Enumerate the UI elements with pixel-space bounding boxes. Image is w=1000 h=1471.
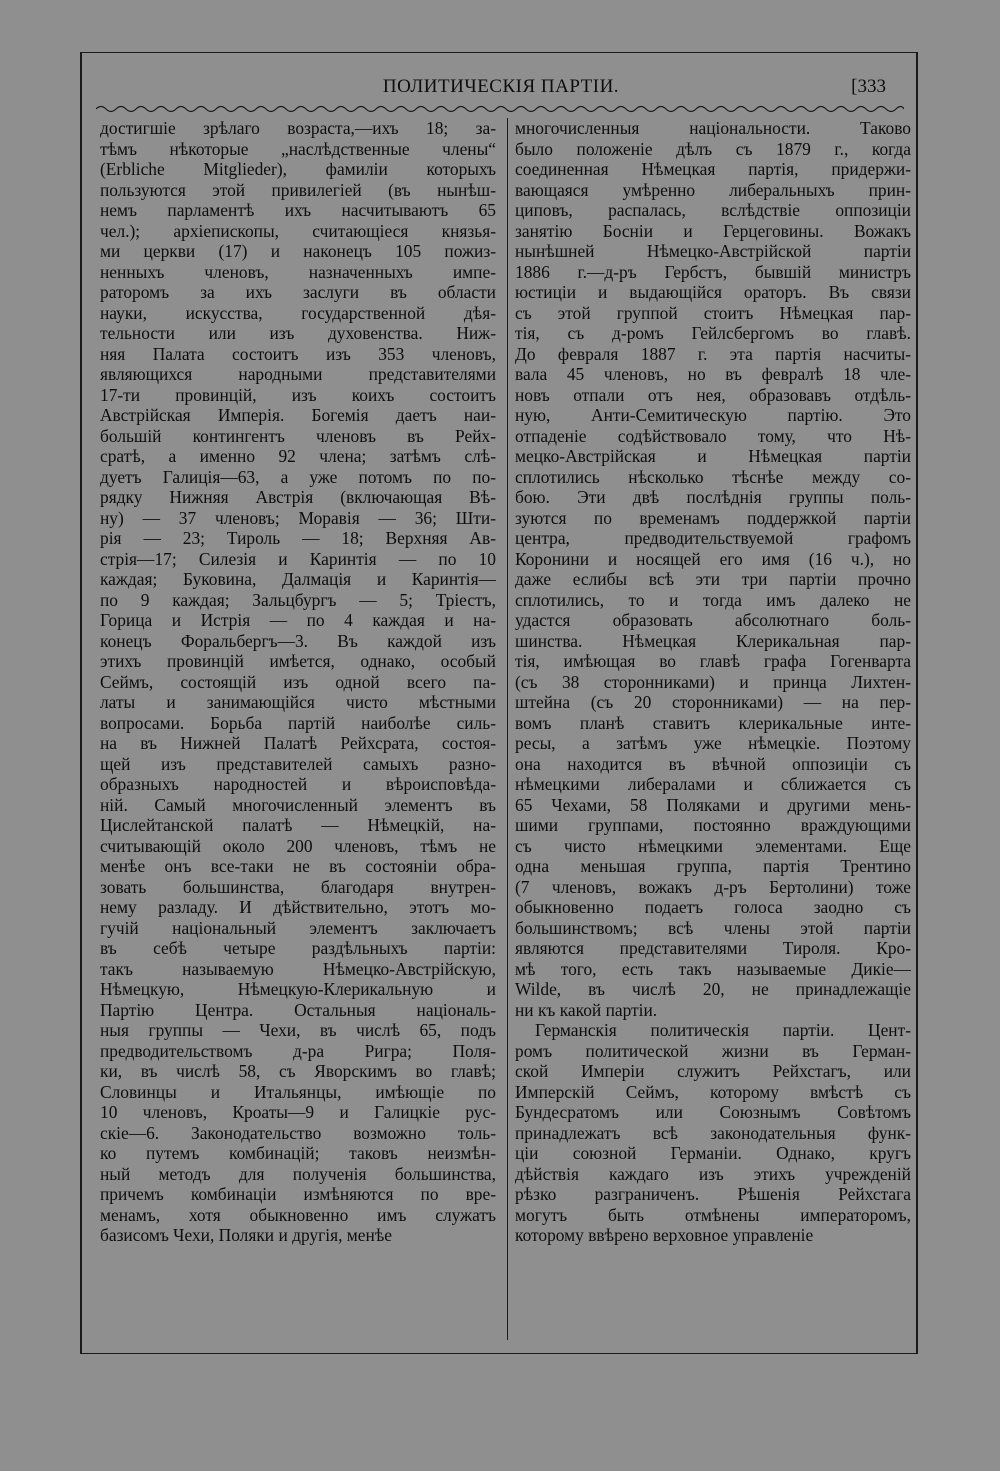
text-line: пользуются этой привилегіей (въ нынѣш- [100,179,496,200]
text-line: тѣмъ нѣкоторые „наслѣдственные члены“ [100,138,496,159]
text-line: вающаяся умѣренно либеральныхъ прин- [515,179,911,200]
text-line: мѣ того, есть такъ называемые Дикіе— [515,958,911,979]
text-line: она находится въ вѣчной оппозиціи съ [515,753,911,774]
text-line: Австрійская Имперія. Богемія даетъ наи- [100,405,496,425]
text-line: латы и занимающійся чисто мѣстными [100,692,496,712]
text-line: (Erbliche Mitglieder), фамиліи которыхъ [100,159,496,179]
text-line: стрія—17; Силезія и Каринтія — по 10 [100,548,496,569]
text-line: зуются по временамъ поддержкой партіи [515,507,911,528]
text-line: шими группами, постоянно враждующими [515,815,911,835]
text-line: юстиціи и выдающійся ораторъ. Въ связи [515,282,911,302]
text-line: даже еслибы всѣ эти три партіи прочно [515,569,911,589]
text-line: Коронини и носящей его имя (16 ч.), но [515,548,911,569]
text-line: 1886 г.—д-ръ Гербстъ, бывшій министръ [515,261,911,282]
text-line: базисомъ Чехи, Поляки и другія, менѣе [100,1225,392,1245]
text-line: образныхъ народностей и вѣроисповѣда- [100,774,496,794]
text-line: дуетъ Галиція—63, а уже потомъ по по- [100,466,496,487]
text-line: науки, искусства, государственной дѣя- [100,302,496,323]
text-line: нынѣшней Нѣмецко-Австрійской партіи [515,241,911,261]
text-line: Германскія политическія партіи. Цент- [535,1020,911,1040]
text-line: 10 членовъ, Кроаты—9 и Галицкіе рус- [100,1102,496,1122]
text-line: конецъ Форальбергъ—3. Въ каждой изъ [100,630,496,651]
text-line: циповъ, распалась, вслѣдствіе оппозиціи [515,200,911,220]
text-line: бою. Эти двѣ послѣднія группы поль- [515,487,911,507]
column-divider [507,118,508,1340]
text-line: обыкновенно подаетъ голоса заодно съ [515,897,911,917]
decorative-rule [96,104,904,114]
text-line: принадлежатъ всѣ законодательныя функ- [515,1122,911,1143]
text-line: ми церкви (17) и наконецъ 105 пожиз- [100,241,496,261]
right-column [515,118,911,1246]
text-line: ную, Анти-Семитическую партію. Это [515,405,911,425]
text-line: нѣмецкими либералами и сближается съ [515,774,911,794]
text-line: ки, въ числѣ 58, съ Яворскимъ во главѣ; [100,1061,496,1081]
text-line: рія — 23; Тироль — 18; Верхняя Ав- [100,528,496,548]
text-line: такъ называемую Нѣмецко-Австрійскую, [100,958,496,979]
text-line: гучій національный элементъ заключаетъ [100,917,496,938]
text-line: считывающій около 200 членовъ, тѣмъ не [100,835,496,856]
text-line: Нѣмецкую, Нѣмецкую-Клерикальную и [100,979,496,999]
text-line: большинствомъ; всѣ члены этой партіи [515,917,911,938]
text-line: зовать большинства, благодаря внутрен- [100,876,496,897]
text-line: ненныхъ членовъ, назначенныхъ импе- [100,261,496,282]
text-line: отпаденіе содѣйствовало тому, что Нѣ- [515,425,911,446]
left-column [100,118,496,1246]
text-line: Партію Центра. Остальныя національ- [100,999,496,1020]
text-line: было положеніе дѣлъ съ 1879 г., когда [515,138,911,159]
text-line: щей изъ представителей самыхъ разно- [100,753,496,774]
text-line: центра, предводительствуемой графомъ [515,528,911,548]
text-line: въ себѣ четыре раздѣльныхъ партіи: [100,938,496,958]
text-line: ромъ политической жизни въ Герман- [515,1040,911,1061]
text-line: по 9 каждая; Зальцбургъ — 5; Тріестъ, [100,589,496,610]
text-line: сплотились, то и тогда имъ далеко не [515,589,911,610]
text-line: являются представителями Тироля. Кро- [515,938,911,958]
text-line: ко путемъ комбинацій; таковъ неизмѣн- [100,1143,496,1163]
text-line: являющихся народными представителями [100,364,496,384]
text-line: ціи союзной Германіи. Однако, кругъ [515,1143,911,1163]
text-line: могутъ быть отмѣнены императоромъ, [515,1204,911,1225]
text-line: чел.); архіепископы, считающіеся князья- [100,220,496,241]
text-line: скіе—6. Законодательство возможно толь- [100,1122,496,1143]
text-line: занятію Босніи и Герцеговины. Вожакъ [515,220,911,241]
text-line: 17-ти провинцій, изъ коихъ состоитъ [100,384,496,405]
text-line: вала 45 членовъ, но въ февралѣ 18 чле- [515,364,911,384]
text-line: на въ Нижней Палатѣ Рейхсрата, состоя- [100,733,496,753]
text-line: вомъ планѣ ставитъ клерикальные инте- [515,712,911,733]
text-line: шинства. Нѣмецкая Клерикальная пар- [515,630,911,651]
text-line: нему разладу. И дѣйствительно, этотъ мо- [100,897,496,917]
text-line: Сеймъ, состоящій изъ одной всего па- [100,671,496,692]
running-title: ПОЛИТИЧЕСКІЯ ПАРТІИ. [382,76,620,97]
text-line: До февраля 1887 г. эта партія насчиты- [515,343,911,364]
text-line: сратѣ, а именно 92 члена; затѣмъ слѣ- [100,446,496,466]
text-line: новъ отпали отъ нея, образовавъ отдѣль- [515,384,911,405]
text-line: менамъ, хотя обыкновенно имъ служатъ [100,1204,496,1225]
page-number: [333 [851,76,886,97]
text-line: Имперскій Сеймъ, которому вмѣстѣ съ [515,1081,911,1102]
text-line: Словинцы и Итальянцы, имѣющіе по [100,1081,496,1102]
text-line: достигшіе зрѣлаго возраста,—ихъ 18; за- [100,118,496,138]
text-line: удастся образовать абсолютнаго боль- [515,610,911,630]
text-line: ній. Самый многочисленный элементъ въ [100,794,496,815]
text-line: ни къ какой партіи. [515,999,658,1020]
text-line: (съ 38 сторонниками) и принца Лихтен- [515,671,911,692]
page-header [96,72,906,106]
text-line: вопросами. Борьба партій наиболѣе силь- [100,712,496,733]
text-line: немъ парламентѣ ихъ насчитываютъ 65 [100,200,496,220]
text-line: ныя группы — Чехи, въ числѣ 65, подъ [100,1020,496,1040]
text-line: Цислейтанской палатѣ — Нѣмецкій, на- [100,815,496,835]
text-line: раторомъ за ихъ заслуги въ области [100,282,496,302]
text-line: рѣзко разграниченъ. Рѣшенія Рейхстага [515,1184,911,1204]
text-line: менѣе онъ все-таки не въ состояніи обра- [100,856,496,876]
text-line: 65 Чехами, 58 Поляками и другими мень- [515,794,911,815]
text-line: няя Палата состоитъ изъ 353 членовъ, [100,343,496,364]
text-line: рядку Нижняя Австрія (включающая Вѣ- [100,487,496,507]
text-line: (7 членовъ, вожакъ д-ръ Бертолини) тоже [515,876,911,897]
text-line: Бундесратомъ или Союзнымъ Совѣтомъ [515,1102,911,1122]
text-line: причемъ комбинаціи измѣняются по вре- [100,1184,496,1204]
text-line: которому ввѣрено верховное управленіе [515,1225,814,1245]
text-line: дѣйствія каждаго изъ этихъ учрежденій [515,1163,911,1184]
text-line: тія, съ д-ромъ Гейлсбергомъ во главѣ. [515,323,911,343]
text-line: Wilde, въ числѣ 20, не принадлежащіе [515,979,911,999]
text-line: многочисленныя національности. Таково [515,118,911,138]
text-line: ресы, а затѣмъ уже нѣмецкіе. Поэтому [515,733,911,753]
text-line: тельности или изъ духовенства. Ниж- [100,323,496,343]
text-line: съ чисто нѣмецкими элементами. Еще [515,835,911,856]
text-line: ный методъ для полученія большинства, [100,1163,496,1184]
text-line: штейна (съ 20 сторонниками) — на пер- [515,692,911,712]
text-line: большій контингентъ членовъ въ Рейх- [100,425,496,446]
text-line: ну) — 37 членовъ; Моравія — 36; Шти- [100,507,496,528]
text-line: этихъ провинцій имѣется, однако, особый [100,651,496,671]
text-line: соединенная Нѣмецкая партія, придержи- [515,159,911,179]
text-line: предводительствомъ д-ра Ригра; Поля- [100,1040,496,1061]
text-line: съ этой группой стоитъ Нѣмецкая пар- [515,302,911,323]
text-line: каждая; Буковина, Далмація и Каринтія— [100,569,496,589]
text-line: Горица и Истрія — по 4 каждая и на- [100,610,496,630]
text-line: ской Имперіи служитъ Рейхстагъ, или [515,1061,911,1081]
text-line: мецко-Австрійская и Нѣмецкая партіи [515,446,911,466]
text-line: тія, имѣющая во главѣ графа Гогенварта [515,651,911,671]
text-line: одна меньшая группа, партія Трентино [515,856,911,876]
text-line: сплотились нѣсколько тѣснѣе между со- [515,466,911,487]
